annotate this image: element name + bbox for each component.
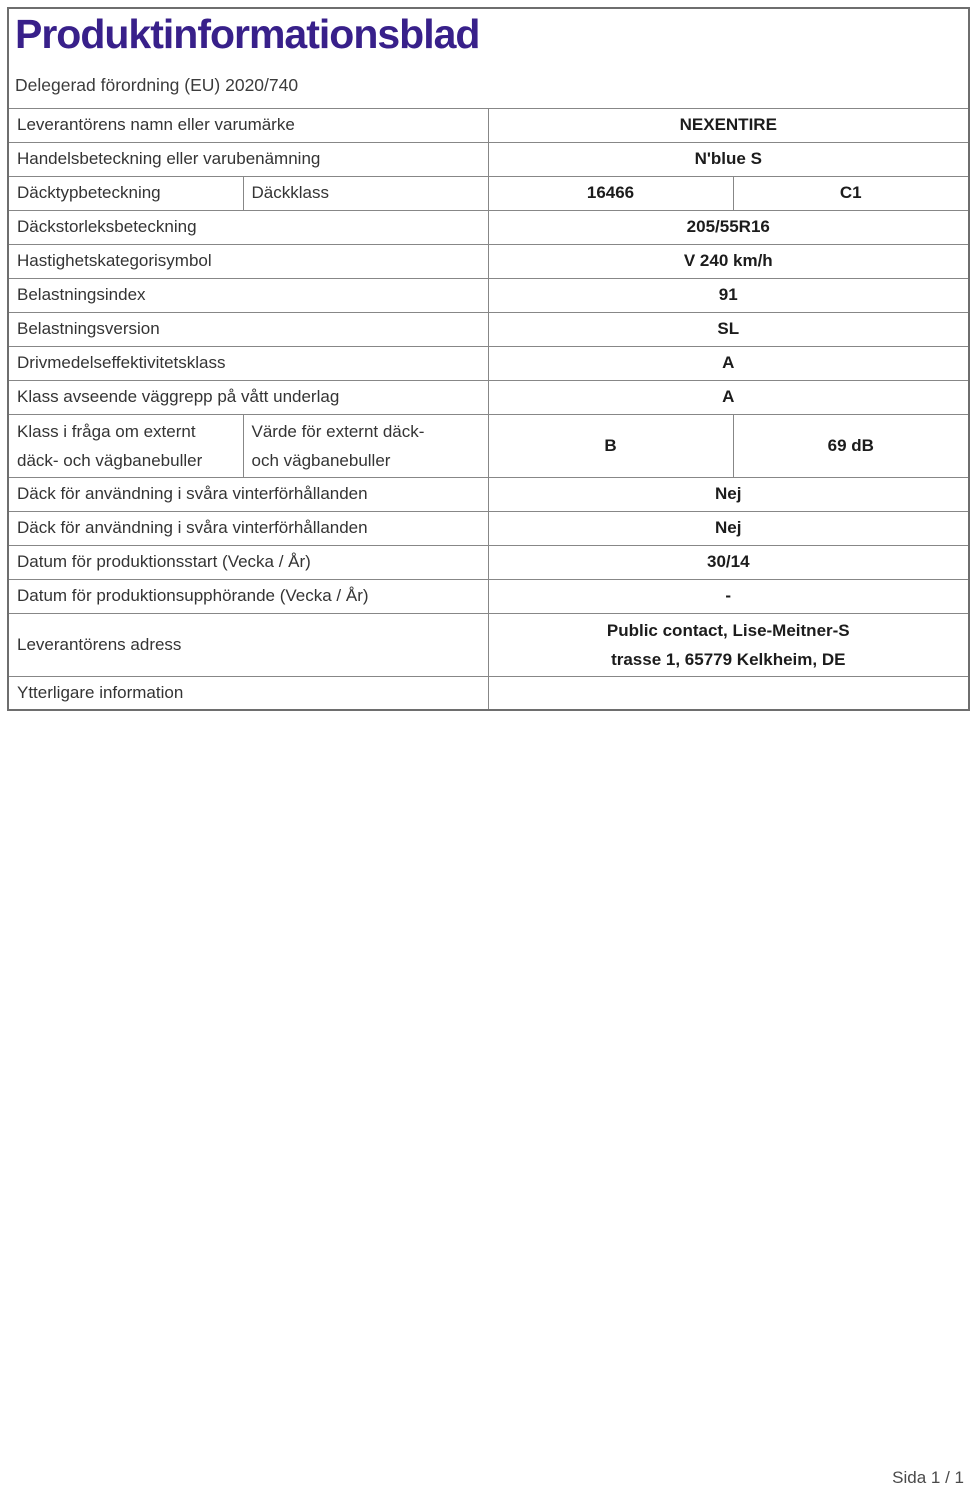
- row-value: N'blue S: [488, 142, 969, 176]
- row-label-line: Värde för externt däck-: [251, 421, 425, 441]
- row-label: [8, 414, 243, 477]
- table-row: [8, 244, 969, 278]
- row-value: A: [488, 380, 969, 414]
- table-row: [8, 176, 969, 210]
- row-label: Datum för produktionsupphörande (Vecka / År): [8, 579, 488, 613]
- row-value: Nej: [488, 477, 969, 511]
- row-label: Leverantörens namn eller varumärke: [8, 108, 488, 142]
- row-value: 205/55R16: [488, 210, 969, 244]
- row-label: Däcktypbeteckning: [8, 176, 243, 210]
- row-value: 91: [488, 278, 969, 312]
- row-value: SL: [488, 312, 969, 346]
- table-row: [8, 545, 969, 579]
- row-label: Leverantörens adress: [8, 613, 488, 676]
- row-value: [488, 613, 969, 676]
- row-value: Nej: [488, 511, 969, 545]
- row-label: Handelsbeteckning eller varubenämning: [8, 142, 488, 176]
- table-header-row: [8, 8, 969, 108]
- row-value: 30/14: [488, 545, 969, 579]
- row-sublabel: [243, 414, 488, 477]
- row-label-line: Klass i fråga om externt: [17, 421, 196, 441]
- table-row: [8, 613, 969, 676]
- row-value: NEXENTIRE: [488, 108, 969, 142]
- table-row: [8, 142, 969, 176]
- row-value: B: [488, 414, 733, 477]
- row-label: Belastningsindex: [8, 278, 488, 312]
- table-row: [8, 210, 969, 244]
- row-label: Datum för produktionsstart (Vecka / År): [8, 545, 488, 579]
- product-info-table: [7, 7, 970, 711]
- row-label: Klass avseende väggrepp på vått underlag: [8, 380, 488, 414]
- table-row: [8, 108, 969, 142]
- row-label: Ytterligare information: [8, 676, 488, 710]
- row-subvalue: 69 dB: [733, 414, 969, 477]
- row-value: A: [488, 346, 969, 380]
- header-cell: [8, 8, 969, 108]
- row-label-line: däck- och vägbanebuller: [17, 450, 203, 470]
- row-label-line: och vägbanebuller: [251, 450, 391, 470]
- table-row: [8, 414, 969, 477]
- table-row: [8, 312, 969, 346]
- table-row: [8, 278, 969, 312]
- table-row: [8, 676, 969, 710]
- table-row: [8, 346, 969, 380]
- row-label: Däck för användning i svåra vinterförhållanden: [8, 511, 488, 545]
- row-label: Hastighetskategorisymbol: [8, 244, 488, 278]
- table-row: [8, 477, 969, 511]
- row-label: Däck för användning i svåra vinterförhållanden: [8, 477, 488, 511]
- row-value-line: trasse 1, 65779 Kelkheim, DE: [611, 649, 846, 669]
- page-number: Sida 1 / 1: [892, 1468, 964, 1487]
- row-value: [488, 676, 969, 710]
- row-value: -: [488, 579, 969, 613]
- row-subvalue: C1: [733, 176, 969, 210]
- page-title: Produktinformationsblad: [15, 11, 480, 57]
- row-value-line: Public contact, Lise-Meitner-S: [606, 620, 850, 640]
- row-sublabel: Däckklass: [243, 176, 488, 210]
- row-label: Drivmedelseffektivitetsklass: [8, 346, 488, 380]
- table-row: [8, 511, 969, 545]
- row-label: Belastningsversion: [8, 312, 488, 346]
- row-value: V 240 km/h: [488, 244, 969, 278]
- regulation-subtitle: Delegerad förordning (EU) 2020/740: [15, 75, 299, 96]
- table-row: [8, 579, 969, 613]
- table-row: [8, 380, 969, 414]
- row-label: Däckstorleksbeteckning: [8, 210, 488, 244]
- row-value: 16466: [488, 176, 733, 210]
